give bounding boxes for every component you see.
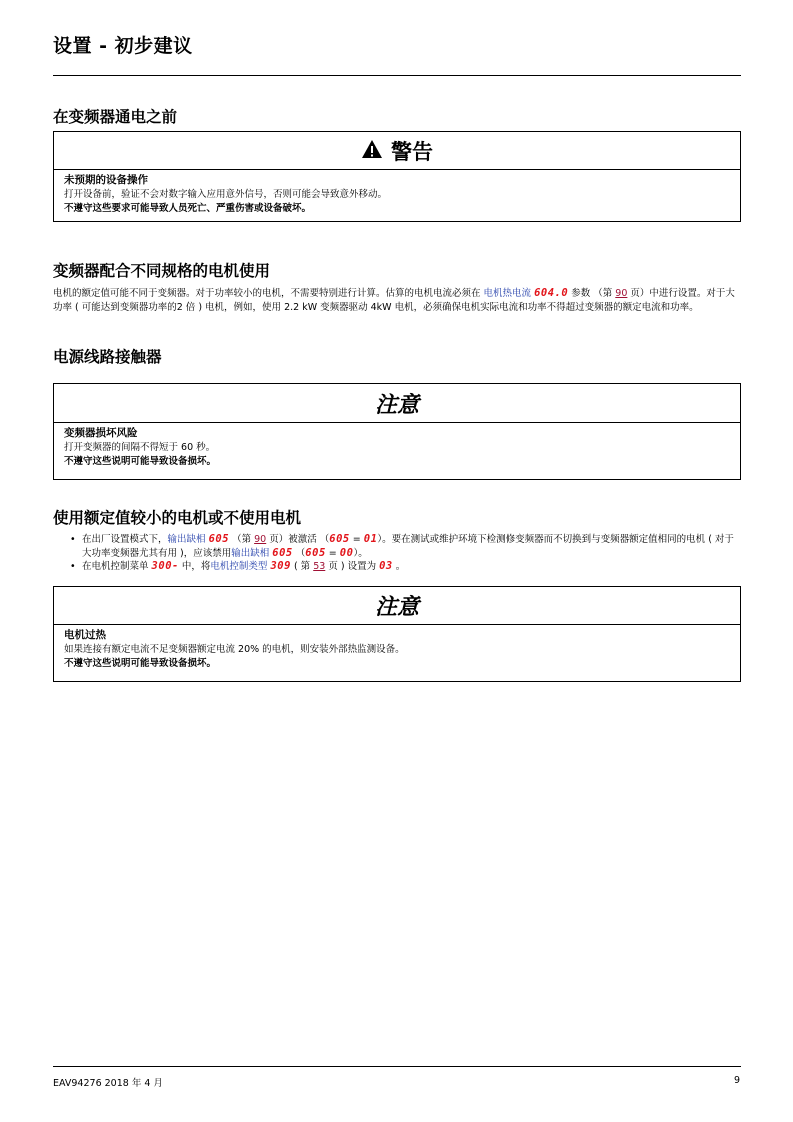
footer-divider <box>53 1066 741 1067</box>
title-divider <box>53 75 741 76</box>
motor-thermal-current-link[interactable]: 电机热电流 <box>483 288 532 299</box>
warning-title: 警告 <box>391 139 433 164</box>
caution-title: 注意 <box>374 595 419 620</box>
warning-subtitle: 未预期的设备操作 <box>64 174 148 186</box>
parameter-code: 605 <box>305 546 326 559</box>
motor-sizes-paragraph: 电机的额定值可能不同于变频器。对于功率较小的电机，不需要特别进行计算。估算的电机电流必须在 电机热电流 604.0 参数 （第 90 页）中进行设置。对于大功率 ( 可能达到变频器功率的2 倍 ) 电机，例如，使用 2.2 kW 变频器驱动 4kW 电机，必须确保电机实际电流和功率不得超过变频器的额定电流和功率。 <box>53 287 735 313</box>
small-motor-bullet-list <box>68 533 740 574</box>
section-heading-line-contactor: 电源线路接触器 <box>53 348 162 366</box>
caution-box-motor-overheat <box>53 586 741 682</box>
output-phase-loss-link[interactable]: 输出缺相 <box>167 534 206 545</box>
caution-box-header <box>54 587 740 625</box>
caution-box-drive-damage <box>53 383 741 480</box>
section-heading-motor-sizes: 变频器配合不同规格的电机使用 <box>53 262 271 280</box>
output-phase-loss-link[interactable]: 输出缺相 <box>231 547 270 559</box>
parameter-code: 300- <box>151 560 179 572</box>
caution-subtitle: 变频器损坏风险 <box>64 427 138 439</box>
page-ref-link[interactable]: 90 <box>254 534 267 545</box>
caution-text: 打开变频器的间隔不得短于 60 秒。 <box>64 442 216 453</box>
footer-doc-reference: EAV94276 2018 年 4 月 <box>53 1078 163 1089</box>
warning-triangle-icon <box>361 139 383 163</box>
warning-box-header <box>54 132 740 170</box>
section-heading-before-power-on: 在变频器通电之前 <box>53 108 178 126</box>
parameter-code: 00 <box>339 546 354 559</box>
section-heading-small-motor: 使用额定值较小的电机或不使用电机 <box>53 509 302 527</box>
caution-text: 如果连接有额定电流不足变频器额定电流 20% 的电机，则安装外部热监测设备。 <box>64 644 405 655</box>
parameter-code: 605 <box>208 533 230 545</box>
caution-box-header <box>54 384 740 423</box>
list-item: • 在出厂设置模式下，输出缺相 605 （第 90 页）被激活 （605 = 01）。要在测试或维护环境下检测修变频器而不切换到与变频器额定值相同的电机 ( 对于大功率变频器尤其有用 )，应该禁用输出缺相 605 （605 = 00）。 <box>68 533 740 560</box>
parameter-code: 03 <box>379 560 393 572</box>
page-number: 9 <box>733 1075 740 1086</box>
caution-consequence: 不遵守这些说明可能导致设备损坏。 <box>64 658 217 669</box>
caution-title: 注意 <box>374 392 419 418</box>
warning-box <box>53 131 741 222</box>
caution-subtitle: 电机过热 <box>64 629 106 641</box>
motor-control-type-link[interactable]: 电机控制类型 <box>210 561 268 572</box>
parameter-code: 604.0 <box>534 287 569 299</box>
page-title: 设置 - 初步建议 <box>53 35 193 57</box>
parameter-code: 01 <box>363 533 378 545</box>
parameter-code: 605 <box>329 533 350 545</box>
warning-text: 打开设备前，验证不会对数字输入应用意外信号，否则可能会导致意外移动。 <box>64 189 388 200</box>
parameter-code: 309 <box>270 560 291 572</box>
parameter-code: 605 <box>272 546 293 559</box>
list-item: • 在电机控制菜单 300- 中，将电机控制类型 309 ( 第 53 页 ) 设置为 03 。 <box>68 560 740 574</box>
caution-consequence: 不遵守这些说明可能导致设备损坏。 <box>64 456 217 467</box>
page-ref-link[interactable]: 53 <box>313 561 326 572</box>
page-ref-link[interactable]: 90 <box>615 288 628 299</box>
warning-consequence: 不遵守这些要求可能导致人员死亡、严重伤害或设备破坏。 <box>64 203 312 214</box>
